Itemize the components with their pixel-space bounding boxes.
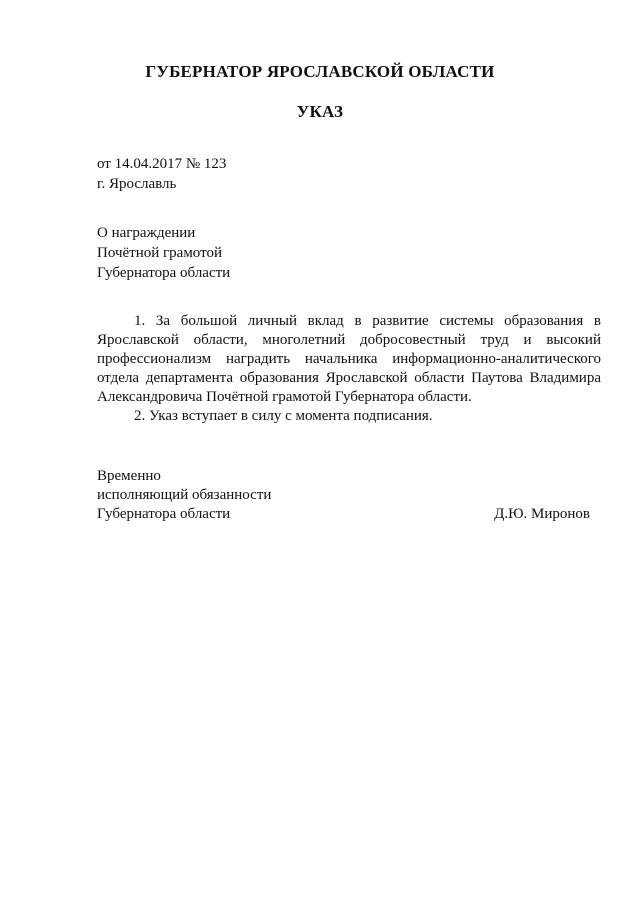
signature-position	[97, 467, 271, 524]
subject-line: Почётной грамотой	[97, 245, 222, 261]
document-place: г. Ярославль	[97, 176, 177, 192]
document-authority: ГУБЕРНАТОР ЯРОСЛАВСКОЙ ОБЛАСТИ	[145, 62, 495, 81]
document-subject	[97, 223, 230, 283]
body-paragraph-2: 2. Указ вступает в силу с момента подписания.	[134, 408, 433, 424]
signatory-name: Д.Ю. Миронов	[494, 506, 590, 522]
subject-line: О награждении	[97, 225, 196, 241]
signature-position-line: Временно	[97, 468, 161, 484]
signature-position-line: исполняющий обязанности	[97, 487, 272, 503]
document-body	[97, 312, 601, 426]
document-type: УКАЗ	[296, 102, 344, 121]
signature-position-line: Губернатора области	[97, 506, 231, 522]
body-paragraph-1: 1. За большой личный вклад в развитие системы образования в Ярославской области, многолетний добросовестный труд и высокий профессионализм наградить начальника информационно-аналитического отдела департамента образования Ярославской области Паутова Владимира Александровича Почётной грамотой Губернатора области.	[97, 313, 601, 405]
subject-line: Губернатора области	[97, 265, 231, 281]
document-date-number: от 14.04.2017 № 123	[97, 156, 227, 172]
